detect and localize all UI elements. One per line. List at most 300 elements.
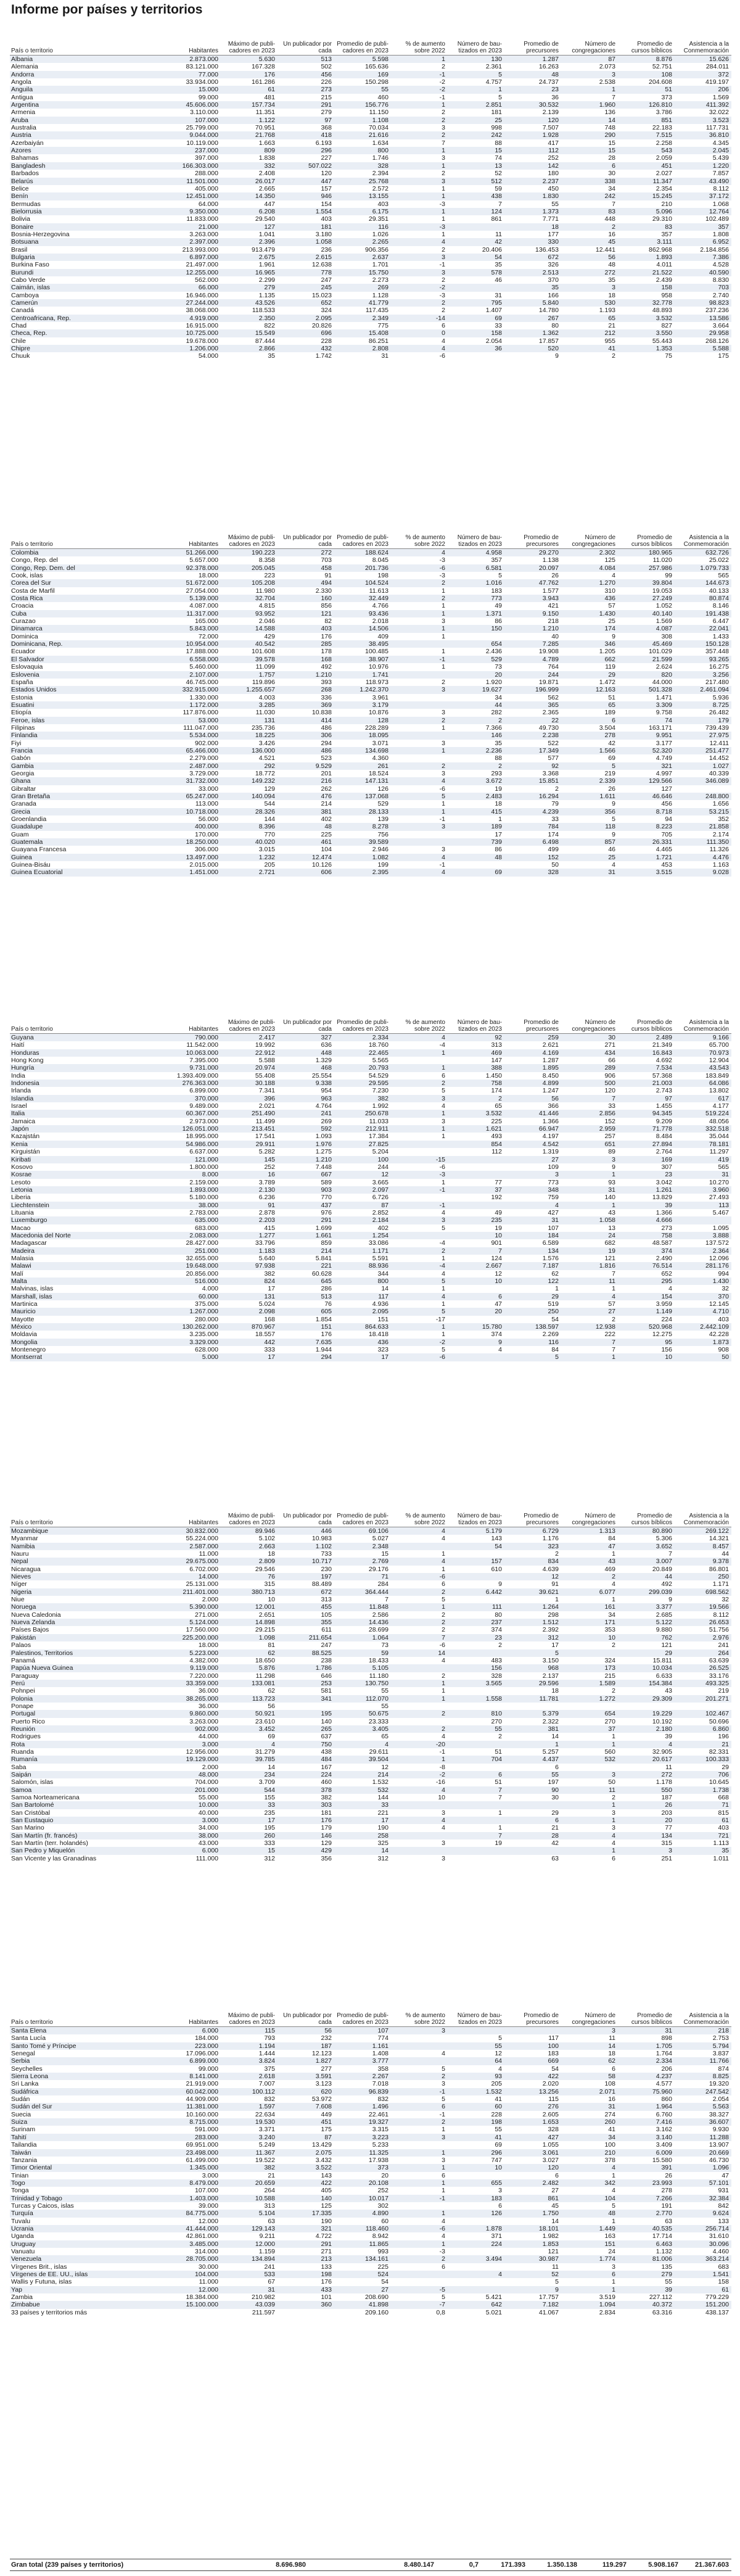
table-row bbox=[10, 2103, 731, 2110]
cell-baptized: 92 bbox=[448, 1034, 504, 1042]
cell-ratio: 492 bbox=[278, 663, 334, 671]
cell-avg-publishers: 38.907 bbox=[334, 656, 391, 663]
cell-increase: 5 bbox=[391, 793, 448, 800]
cell-bible-studies: 11.020 bbox=[618, 556, 675, 564]
table-row bbox=[10, 1847, 731, 1854]
table-row bbox=[10, 1232, 731, 1239]
cell-baptized: 1.920 bbox=[448, 679, 504, 686]
cell-memorial bbox=[675, 1216, 731, 1224]
cell-pioneers: 18 bbox=[504, 223, 561, 231]
cell-memorial bbox=[675, 1703, 731, 1710]
cell-country: Guam bbox=[10, 831, 164, 838]
cell-congregations: 2.856 bbox=[561, 1110, 618, 1117]
cell-congregations: 1 bbox=[561, 2278, 618, 2285]
cell-bible-studies: 273 bbox=[618, 1224, 675, 1232]
cell-ratio: 25.554 bbox=[278, 1072, 334, 1080]
cell-pioneers: 7.507 bbox=[504, 124, 561, 131]
cell-avg-publishers: 137.068 bbox=[334, 793, 391, 800]
cell-ratio: 605 bbox=[278, 1308, 334, 1315]
cell-country: Suiza bbox=[10, 2118, 164, 2126]
cell-max-publishers: 39.578 bbox=[221, 656, 278, 663]
table-row bbox=[10, 170, 731, 177]
cell-pioneers: 3.943 bbox=[504, 595, 561, 602]
cell-pioneers: 259 bbox=[504, 1034, 561, 1042]
cell-avg-publishers: 2.018 bbox=[334, 617, 391, 625]
cell-country: Grecia bbox=[10, 808, 164, 815]
cell-memorial: 40.339 bbox=[675, 770, 731, 777]
cell-max-publishers: 870.967 bbox=[221, 1323, 278, 1331]
cell-memorial: 403 bbox=[675, 1824, 731, 1831]
cell-pioneers: 2 bbox=[504, 785, 561, 793]
cell-inhabitants: 17.096.000 bbox=[164, 2050, 221, 2057]
cell-baptized: 59 bbox=[448, 185, 504, 192]
cell-pioneers: 29 bbox=[504, 1809, 561, 1817]
cell-increase: 1 bbox=[391, 648, 448, 655]
cell-baptized: 1.450 bbox=[448, 1072, 504, 1080]
cell-baptized bbox=[448, 1171, 504, 1178]
cell-baptized: 773 bbox=[448, 595, 504, 602]
cell-bible-studies: 1.366 bbox=[618, 1209, 675, 1216]
cell-memorial: 5.563 bbox=[675, 2103, 731, 2110]
table-row bbox=[10, 2293, 731, 2301]
cell-congregations: 161 bbox=[561, 1603, 618, 1611]
cell-country: Niue bbox=[10, 1596, 164, 1603]
cell-max-publishers: 382 bbox=[221, 2164, 278, 2171]
table-row bbox=[10, 1619, 731, 1626]
cell-increase: 2 bbox=[391, 1247, 448, 1255]
cell-baptized: 795 bbox=[448, 299, 504, 307]
column-header-memorial: Asistencia a la Conmemoración bbox=[675, 1513, 731, 1527]
cell-max-publishers: 18.650 bbox=[221, 1657, 278, 1664]
cell-avg-publishers: 118.973 bbox=[334, 679, 391, 686]
cell-country: Nauru bbox=[10, 1550, 164, 1558]
cell-bible-studies: 63 bbox=[618, 2218, 675, 2225]
cell-inhabitants: 130.262.000 bbox=[164, 1323, 221, 1331]
table-row bbox=[10, 846, 731, 853]
cell-ratio: 672 bbox=[278, 1588, 334, 1596]
cell-congregations: 1.774 bbox=[561, 2255, 618, 2263]
cell-pioneers: 24.737 bbox=[504, 78, 561, 86]
cell-country: Israel bbox=[10, 1102, 164, 1110]
cell-max-publishers: 21 bbox=[221, 2172, 278, 2179]
cell-max-publishers: 2.675 bbox=[221, 254, 278, 261]
cell-avg-publishers: 364.444 bbox=[334, 1588, 391, 1596]
cell-congregations: 219 bbox=[561, 770, 618, 777]
cell-max-publishers: 81 bbox=[221, 1641, 278, 1649]
cell-memorial: 357 bbox=[675, 223, 731, 231]
cell-inhabitants: 635.000 bbox=[164, 1216, 221, 1224]
cell-pioneers: 142 bbox=[504, 162, 561, 170]
cell-increase: 3 bbox=[391, 2157, 448, 2164]
cell-baptized: 19 bbox=[448, 1839, 504, 1847]
cell-inhabitants: 704.000 bbox=[164, 1778, 221, 1786]
cell-baptized: 3.672 bbox=[448, 777, 504, 785]
cell-memorial: 419.197 bbox=[675, 78, 731, 86]
cell-congregations: 151 bbox=[561, 2240, 618, 2248]
cell-congregations: 69 bbox=[561, 754, 618, 762]
cell-congregations: 57 bbox=[561, 602, 618, 609]
cell-inhabitants: 99.000 bbox=[164, 94, 221, 101]
cell-ratio: 461 bbox=[278, 838, 334, 846]
table-row bbox=[10, 587, 731, 595]
cell-ratio: 306 bbox=[278, 732, 334, 739]
cell-max-publishers: 213.451 bbox=[221, 1125, 278, 1133]
cell-memorial: 565 bbox=[675, 572, 731, 579]
cell-inhabitants: 3.263.000 bbox=[164, 231, 221, 238]
cell-baptized: 1 bbox=[448, 86, 504, 93]
cell-bible-studies: 43 bbox=[618, 1687, 675, 1695]
cell-max-publishers: 190.223 bbox=[221, 549, 278, 557]
cell-congregations: 2.302 bbox=[561, 549, 618, 557]
cell-increase bbox=[391, 1232, 448, 1239]
cell-bible-studies: 163.171 bbox=[618, 724, 675, 732]
cell-bible-studies: 9.951 bbox=[618, 732, 675, 739]
cell-avg-publishers: 59 bbox=[334, 1649, 391, 1657]
cell-max-publishers: 1.122 bbox=[221, 117, 278, 124]
cell-inhabitants: 36.000 bbox=[164, 1703, 221, 1710]
cell-inhabitants: 28.427.000 bbox=[164, 1239, 221, 1247]
table-row bbox=[10, 724, 731, 732]
cell-pioneers: 152 bbox=[504, 854, 561, 861]
cell-congregations: 7 bbox=[561, 94, 618, 101]
cell-inhabitants: 6.558.000 bbox=[164, 656, 221, 663]
cell-memorial: 11.297 bbox=[675, 1148, 731, 1155]
cell-bible-studies: 2.027 bbox=[618, 170, 675, 177]
cell-congregations: 46 bbox=[561, 846, 618, 853]
cell-avg-publishers: 65 bbox=[334, 1733, 391, 1740]
table-row bbox=[10, 1832, 731, 1839]
cell-country: Kenia bbox=[10, 1141, 164, 1148]
cell-inhabitants: 83.121.000 bbox=[164, 63, 221, 70]
table-row bbox=[10, 1725, 731, 1733]
cell-ratio: 368 bbox=[278, 124, 334, 131]
cell-bible-studies: 2.258 bbox=[618, 139, 675, 147]
table-header-row bbox=[10, 1513, 731, 1527]
cell-baptized: 758 bbox=[448, 1080, 504, 1087]
cell-bible-studies: 39 bbox=[618, 1733, 675, 1740]
cell-max-publishers: 63 bbox=[221, 2218, 278, 2225]
cell-ratio: 262 bbox=[278, 785, 334, 793]
cell-ratio: 1.944 bbox=[278, 1346, 334, 1353]
country-table bbox=[10, 2012, 731, 2316]
cell-avg-publishers: 22.465 bbox=[334, 1049, 391, 1057]
cell-baptized: 6 bbox=[448, 2202, 504, 2210]
cell-increase: 1 bbox=[391, 2179, 448, 2187]
cell-max-publishers: 235 bbox=[221, 1809, 278, 1817]
cell-inhabitants: 4.919.000 bbox=[164, 315, 221, 322]
cell-bible-studies: 3.515 bbox=[618, 869, 675, 876]
cell-increase: -6 bbox=[391, 2225, 448, 2232]
cell-pioneers: 47.762 bbox=[504, 579, 561, 587]
column-header-country: País o territorio bbox=[10, 534, 164, 549]
cell-congregations: 41 bbox=[561, 345, 618, 352]
column-header-increase: % de aumento sobre 2022 bbox=[391, 41, 448, 56]
cell-congregations: 4.084 bbox=[561, 564, 618, 572]
cell-country: Azores bbox=[10, 147, 164, 154]
cell-max-publishers: 62 bbox=[221, 1687, 278, 1695]
cell-bible-studies: 4.237 bbox=[618, 2073, 675, 2080]
grand-total-congregations: 119.297 bbox=[602, 2561, 627, 2569]
cell-country: Georgia bbox=[10, 770, 164, 777]
cell-baptized: 86 bbox=[448, 846, 504, 853]
cell-pioneers: 121 bbox=[504, 2248, 561, 2255]
cell-max-publishers: 3.709 bbox=[221, 1778, 278, 1786]
cell-congregations: 4 bbox=[561, 572, 618, 579]
cell-inhabitants: 165.000 bbox=[164, 617, 221, 625]
country-table bbox=[10, 534, 731, 877]
cell-congregations: 89 bbox=[561, 1148, 618, 1155]
cell-inhabitants: 7.395.000 bbox=[164, 1057, 221, 1064]
cell-memorial: 346.089 bbox=[675, 777, 731, 785]
cell-congregations: 7 bbox=[561, 200, 618, 208]
cell-ratio: 2.615 bbox=[278, 254, 334, 261]
cell-congregations: 651 bbox=[561, 1141, 618, 1148]
cell-inhabitants: 4.000 bbox=[164, 1285, 221, 1292]
table-row bbox=[10, 1695, 731, 1703]
cell-avg-publishers: 28.699 bbox=[334, 1626, 391, 1633]
cell-pioneers: 29.596 bbox=[504, 1680, 561, 1687]
cell-congregations: 14 bbox=[561, 117, 618, 124]
cell-country: Guinea-Bisáu bbox=[10, 861, 164, 869]
cell-country: Checa, Rep. bbox=[10, 329, 164, 337]
cell-congregations: 274 bbox=[561, 2111, 618, 2118]
cell-baptized: 313 bbox=[448, 1041, 504, 1049]
cell-inhabitants: 48.000 bbox=[164, 1771, 221, 1778]
cell-congregations: 1 bbox=[561, 1353, 618, 1361]
cell-max-publishers: 5.876 bbox=[221, 1664, 278, 1672]
cell-increase: 2 bbox=[391, 2255, 448, 2263]
cell-memorial: 32 bbox=[675, 1596, 731, 1603]
cell-max-publishers: 3.371 bbox=[221, 2126, 278, 2133]
cell-inhabitants: 92.378.000 bbox=[164, 564, 221, 572]
cell-increase: -20 bbox=[391, 1741, 448, 1748]
column-header-max-publishers: Máximo de publi-cadores en 2023 bbox=[221, 41, 278, 56]
cell-baptized: 35 bbox=[448, 261, 504, 268]
cell-memorial: 201.271 bbox=[675, 1695, 731, 1703]
cell-inhabitants: 27.244.000 bbox=[164, 299, 221, 307]
cell-memorial: 403 bbox=[675, 1316, 731, 1323]
cell-memorial: 372 bbox=[675, 71, 731, 78]
cell-country: Bangladesh bbox=[10, 162, 164, 170]
cell-inhabitants: 51.672.000 bbox=[164, 579, 221, 587]
cell-congregations: 31 bbox=[561, 1186, 618, 1194]
cell-increase: 3 bbox=[391, 269, 448, 276]
cell-baptized: 5 bbox=[448, 94, 504, 101]
cell-country: Colombia bbox=[10, 549, 164, 557]
table-row bbox=[10, 284, 731, 291]
table-row bbox=[10, 640, 731, 648]
cell-ratio: 369 bbox=[278, 701, 334, 709]
cell-avg-publishers: 5.027 bbox=[334, 1535, 391, 1542]
cell-baptized: 42 bbox=[448, 238, 504, 246]
cell-inhabitants: 11.000 bbox=[164, 1550, 221, 1558]
cell-increase: 1 bbox=[391, 1680, 448, 1687]
cell-baptized bbox=[448, 2218, 504, 2225]
cell-inhabitants: 6.899.000 bbox=[164, 2057, 221, 2065]
table-row bbox=[10, 625, 731, 632]
cell-increase: -1 bbox=[391, 1186, 448, 1194]
cell-congregations: 289 bbox=[561, 1064, 618, 1071]
cell-avg-publishers: 22.461 bbox=[334, 2111, 391, 2118]
cell-pioneers: 41.446 bbox=[504, 1110, 561, 1117]
table-row bbox=[10, 2271, 731, 2278]
cell-increase: 1 bbox=[391, 56, 448, 64]
cell-pioneers: 79 bbox=[504, 800, 561, 807]
cell-memorial: 86.801 bbox=[675, 1566, 731, 1573]
table-header-row bbox=[10, 1019, 731, 1034]
cell-bible-studies: 80.890 bbox=[618, 1527, 675, 1535]
cell-increase: 1 bbox=[391, 2164, 448, 2171]
cell-pioneers: 2.269 bbox=[504, 1331, 561, 1338]
cell-pioneers: 1.176 bbox=[504, 1535, 561, 1542]
cell-pioneers: 6 bbox=[504, 2172, 561, 2179]
cell-congregations: 654 bbox=[561, 1710, 618, 1717]
cell-increase: -1 bbox=[391, 261, 448, 268]
cell-increase bbox=[391, 1148, 448, 1155]
cell-pioneers: 166 bbox=[504, 292, 561, 299]
cell-max-publishers: 2.663 bbox=[221, 1543, 278, 1550]
cell-bible-studies: 357 bbox=[618, 231, 675, 238]
cell-baptized bbox=[448, 2027, 504, 2035]
cell-baptized: 143 bbox=[448, 1535, 504, 1542]
cell-memorial: 815 bbox=[675, 1809, 731, 1817]
cell-inhabitants: 18.000 bbox=[164, 1641, 221, 1649]
cell-country: Fiyi bbox=[10, 740, 164, 747]
cell-baptized: 225 bbox=[448, 1118, 504, 1125]
cell-congregations: 1.816 bbox=[561, 1262, 618, 1269]
cell-ratio: 438 bbox=[278, 1748, 334, 1756]
cell-country: Chad bbox=[10, 322, 164, 329]
cell-pioneers: 3 bbox=[504, 1171, 561, 1178]
cell-congregations: 1.472 bbox=[561, 679, 618, 686]
cell-memorial: 1.220 bbox=[675, 162, 731, 170]
cell-country: Malta bbox=[10, 1278, 164, 1285]
cell-ratio: 20.826 bbox=[278, 322, 334, 329]
cell-avg-publishers: 19.327 bbox=[334, 2118, 391, 2126]
cell-avg-publishers: 258 bbox=[334, 1832, 391, 1839]
cell-increase: -6 bbox=[391, 352, 448, 360]
cell-max-publishers: 824 bbox=[221, 1278, 278, 1285]
cell-max-publishers: 1.757 bbox=[221, 671, 278, 679]
cell-avg-publishers: 269 bbox=[334, 284, 391, 291]
cell-baptized: 469 bbox=[448, 1049, 504, 1057]
cell-max-publishers: 10.588 bbox=[221, 2195, 278, 2202]
cell-country: San Pedro y Miquelón bbox=[10, 1847, 164, 1854]
table-row bbox=[10, 1239, 731, 1247]
cell-inhabitants: 3.000 bbox=[164, 1741, 221, 1748]
cell-country: San Martín (fr. francés) bbox=[10, 1832, 164, 1839]
cell-avg-publishers: 2.097 bbox=[334, 1186, 391, 1194]
cell-avg-publishers: 524 bbox=[334, 2271, 391, 2278]
cell-increase: 1 bbox=[391, 1566, 448, 1573]
cell-congregations: 15 bbox=[561, 147, 618, 154]
cell-inhabitants: 628.000 bbox=[164, 1346, 221, 1353]
cell-ratio: 403 bbox=[278, 215, 334, 223]
cell-country: Wallis y Futuna, islas bbox=[10, 2278, 164, 2285]
cell-memorial: 206 bbox=[675, 86, 731, 93]
cell-increase: 4 bbox=[391, 1558, 448, 1565]
cell-baptized: 19 bbox=[448, 1224, 504, 1232]
cell-max-publishers: 2.809 bbox=[221, 1558, 278, 1565]
cell-congregations: 436 bbox=[561, 595, 618, 602]
cell-memorial: 519.224 bbox=[675, 1110, 731, 1117]
cell-country: Belice bbox=[10, 185, 164, 192]
cell-pioneers: 35 bbox=[504, 284, 561, 291]
cell-max-publishers: 223 bbox=[221, 572, 278, 579]
table-row bbox=[10, 1756, 731, 1763]
cell-country: Ponape bbox=[10, 1703, 164, 1710]
cell-max-publishers: 6.236 bbox=[221, 1194, 278, 1201]
cell-country: Sri Lanka bbox=[10, 2080, 164, 2087]
cell-ratio: 232 bbox=[278, 2034, 334, 2042]
cell-memorial: 102.467 bbox=[675, 1710, 731, 1717]
cell-congregations: 2 bbox=[561, 1316, 618, 1323]
cell-avg-publishers: 3.777 bbox=[334, 2057, 391, 2065]
cell-country: Pakistán bbox=[10, 1634, 164, 1641]
cell-inhabitants: 111.000 bbox=[164, 1855, 221, 1862]
table-row bbox=[10, 1771, 731, 1778]
cell-pioneers: 421 bbox=[504, 602, 561, 609]
table-row bbox=[10, 770, 731, 777]
cell-inhabitants: 18.384.000 bbox=[164, 2293, 221, 2301]
column-header-memorial: Asistencia a la Conmemoración bbox=[675, 1019, 731, 1034]
cell-bible-studies: 279 bbox=[618, 2271, 675, 2278]
cell-congregations: 9 bbox=[561, 633, 618, 640]
column-header-baptized: Número de bau-tizados en 2023 bbox=[448, 534, 504, 549]
column-header-max-publishers: Máximo de publi-cadores en 2023 bbox=[221, 1513, 278, 1527]
table-row bbox=[10, 579, 731, 587]
cell-memorial: 4.345 bbox=[675, 139, 731, 147]
cell-bible-studies: 3 bbox=[618, 1847, 675, 1854]
cell-baptized: 704 bbox=[448, 1756, 504, 1763]
cell-bible-studies: 55 bbox=[618, 2278, 675, 2285]
cell-bible-studies: 2.770 bbox=[618, 2210, 675, 2217]
cell-max-publishers: 382 bbox=[221, 1270, 278, 1278]
cell-pioneers: 784 bbox=[504, 823, 561, 830]
table-row bbox=[10, 2027, 731, 2035]
cell-bible-studies: 374 bbox=[618, 1247, 675, 1255]
cell-country: México bbox=[10, 1323, 164, 1331]
cell-country: Dinamarca bbox=[10, 625, 164, 632]
cell-baptized: 10 bbox=[448, 2164, 504, 2171]
column-header-max-publishers: Máximo de publi-cadores en 2023 bbox=[221, 2012, 278, 2027]
cell-country: Polonia bbox=[10, 1695, 164, 1703]
cell-avg-publishers: 55 bbox=[334, 1687, 391, 1695]
cell-bible-studies: 6.009 bbox=[618, 2149, 675, 2157]
cell-ratio: 455 bbox=[278, 1603, 334, 1611]
cell-increase: 1 bbox=[391, 1179, 448, 1186]
table-row bbox=[10, 2202, 731, 2210]
cell-memorial: 12.764 bbox=[675, 208, 731, 215]
cell-memorial: 1.171 bbox=[675, 1580, 731, 1588]
cell-max-publishers: 1.838 bbox=[221, 154, 278, 162]
cell-baptized: 5 bbox=[448, 2034, 504, 2042]
cell-inhabitants: 6.897.000 bbox=[164, 254, 221, 261]
cell-inhabitants: 8.141.000 bbox=[164, 2073, 221, 2080]
cell-increase bbox=[391, 671, 448, 679]
cell-avg-publishers: 73 bbox=[334, 1641, 391, 1649]
cell-country: 33 países y territorios más bbox=[10, 2309, 164, 2316]
cell-country: Estados Unidos bbox=[10, 686, 164, 693]
cell-ratio: 1.093 bbox=[278, 1133, 334, 1140]
cell-memorial: 565 bbox=[675, 1163, 731, 1171]
cell-bible-studies: 315 bbox=[618, 1839, 675, 1847]
cell-congregations: 3.504 bbox=[561, 724, 618, 732]
cell-max-publishers: 29.911 bbox=[221, 1141, 278, 1148]
cell-avg-publishers: 11.325 bbox=[334, 2149, 391, 2157]
cell-avg-publishers: 5.565 bbox=[334, 1057, 391, 1064]
cell-memorial: 35 bbox=[675, 1847, 731, 1854]
